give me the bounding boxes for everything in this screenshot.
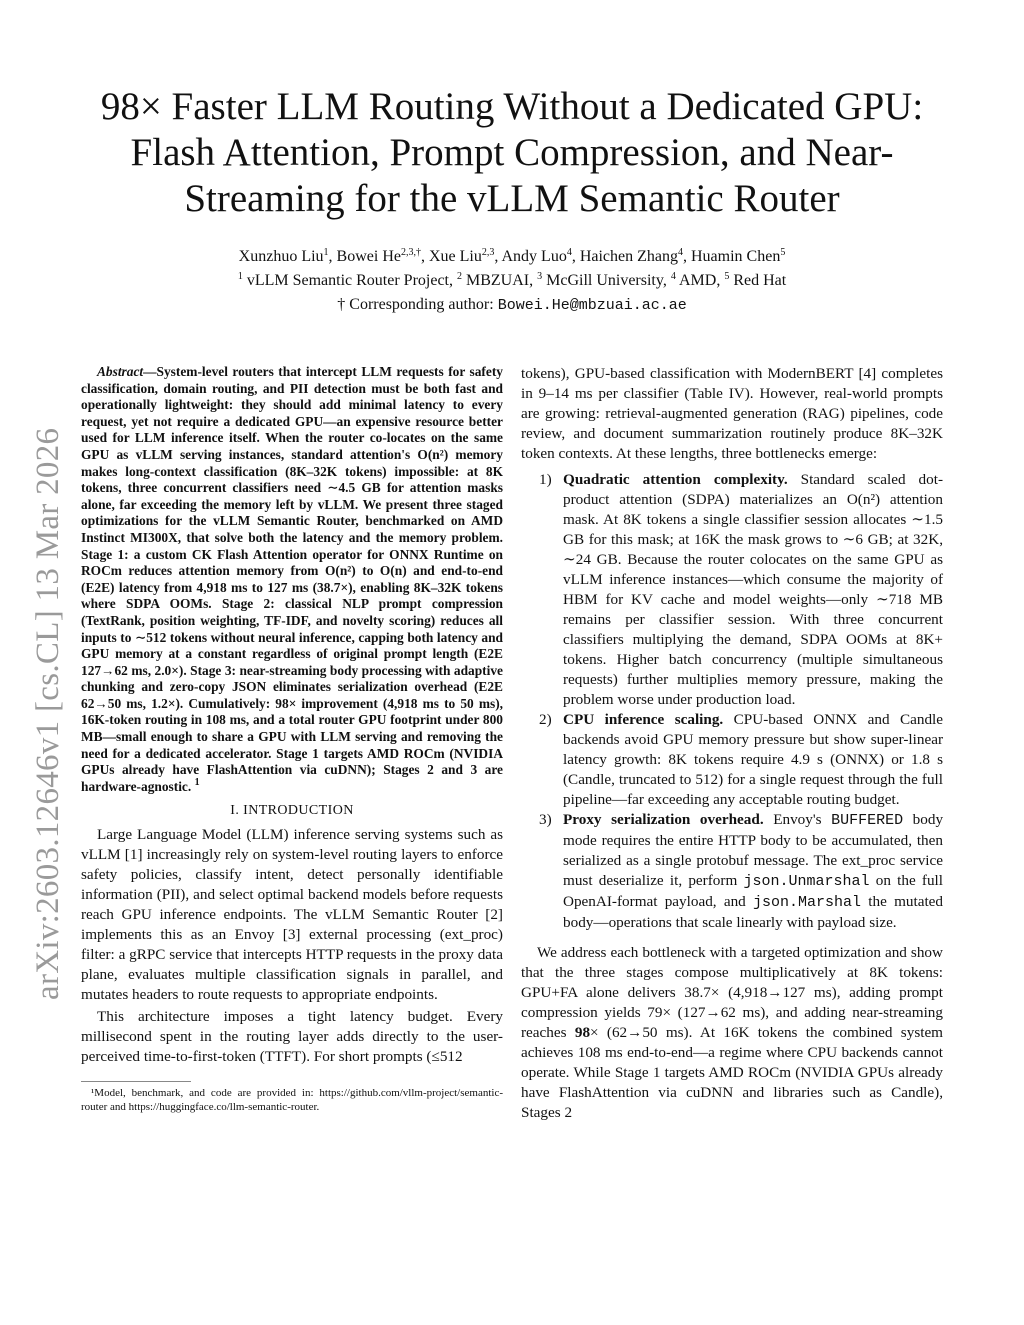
list-number: 3) — [539, 811, 552, 828]
list-item — [521, 710, 943, 810]
footnote-divider — [81, 1081, 191, 1082]
headline-speedup: 98 — [574, 1024, 591, 1041]
list-item-heading: Proxy serialization overhead. — [563, 811, 764, 828]
author: Xunzhuo Liu — [238, 248, 324, 265]
code-json-unmarshal: json.Unmarshal — [743, 873, 870, 890]
list-item-text: CPU-based ONNX and Candle backends avoid GPU memory pressure but show super-linear latency growth: 8K tokens require 4.9 s (ONNX) or 1.8 s (Candle, truncated to 512) for a single request through the full pipeline—far exceeding any acceptable routing budget. — [563, 711, 943, 808]
arxiv-identifier: arXiv:2603.12646v1 [cs.CL] 13 Mar 2026 — [30, 427, 66, 1000]
affiliation: vLLM Semantic Router Project — [246, 272, 449, 289]
right-column — [521, 364, 943, 1125]
author-list: Xunzhuo Liu$^1$, Bowei $He^{2,3,\dagger}$, Xue Liu$^{2,3}$, Andy Luo$^4$, Haichen Zhang$^4$, Huamin Chen$^5$ — [238, 247, 786, 265]
code-json-marshal: json.Marshal — [753, 894, 862, 911]
list-item-heading: Quadratic attention complexity. — [563, 471, 788, 488]
list-number: 2) — [539, 711, 552, 728]
list-item-text: Standard scaled dot-product attention (SDPA) materializes an O(n²) attention mask. At 8K tokens a single classifier session allocates ∼1.5 GB for this mask; at 16K the mask grows to ∼6 GB; at 32K, ∼24 GB. Because the router colocates on the same GPU as vLLM inference instances—which consume the majority of HBM for KV cache and model weights—only ∼718 MB remains per classifier session. With three concurrent classifiers multiplying the demand, SDPA OOMs at 8K+ tokens. Higher batch concurrency (multiple simultaneous requests) further multiplies memory pressure, making the problem worse under production load. — [563, 471, 944, 708]
list-item-heading: CPU inference scaling. — [563, 711, 724, 728]
abstract — [81, 364, 503, 795]
corresponding-email-link[interactable]: Bowei.He@mbzuai.ac.ae — [497, 297, 687, 314]
list-item — [521, 470, 943, 710]
abstract-label: Abstract — [97, 364, 144, 379]
author: Xue Liu — [428, 248, 482, 265]
list-number: 1) — [539, 471, 552, 488]
intro-continuation: tokens), GPU-based classification with ModernBERT [4] completes in 9–14 ms per classifier (Table IV). However, real-world prompts are growing: retrieval-augmented generation (RAG) pipelines, code review, and document summarization routinely produce 8K–32K token contexts. At these lengths, three bottlenecks emerge: — [521, 365, 943, 462]
author: Bowei He — [336, 248, 401, 265]
corresponding-author: † Corresponding author: Bowei.He@mbzuai.ac.ae — [337, 296, 687, 314]
abstract-text: —System-level routers that intercept LLM requests for safety classification, domain routing, and PII detection must be both fast and operationally lightweight: they should add minimal latency to every request, yet not require a dedicated GPU—an expensive resource better used for LLM inference itself. When the router co-locates on the same GPU as vLLM serving instances, standard attention's O(n²) memory makes long-context classification (8K–32K tokens) impossible: at 8K tokens, three concurrent classifiers need ∼4.5 GB for attention masks alone, far exceeding the memory left by vLLM. We present three staged optimizations for the vLLM Semantic Router, benchmarked on AMD Instinct MI300X, that solve both the latency and the memory problem. Stage 1: a custom CK Flash Attention operator for ONNX Runtime on ROCm reduces attention memory from O(n²) to O(n) and end-to-end (E2E) latency from 4,918 ms to 127 ms (38.7×), enabling 8K–32K tokens where SDPA OOMs. Stage 2: classical NLP prompt compression (TextRank, position weighting, TF-IDF, and novelty scoring) reduces all inputs to ∼512 tokens without neural inference, capping both latency and GPU memory at a constant regardless of original prompt length (E2E 127→62 ms, 2.0×). Stage 3: near-streaming body processing with adaptive chunking and zero-copy JSON eliminates serialization overhead (E2E 62→50 ms, 1.2×). Cumulatively: 98× improvement (4,918 ms to 50 ms), 16K-token routing in 108 ms, and a total router GPU footprint under 800 MB—small enough to share a GPU with LLM serving and removing the need for a dedicated accelerator. Stage 1 targets AMD ROCm (NVIDIA GPUs already have FlashAttention via cuDNN); Stages 2 and 3 are hardware-agnostic. — [81, 364, 503, 794]
section-heading-introduction: I. INTRODUCTION — [230, 803, 354, 819]
left-column — [81, 364, 503, 1114]
list-item: 3) Proxy serialization overhead. Envoy's BUFFERED body mode requires the entire HTTP body to be accumulated, then serialized as a single protobuf message. The ext_proc service must deserialize it, perform json.Unmarshal on the full OpenAI-format payload, and json.Marshal the mutated body—operations that scale linearly with payload size. — [539, 811, 944, 931]
footnote-mark[interactable]: 1 — [194, 776, 200, 788]
bottleneck-list — [521, 470, 943, 933]
intro-paragraph: Large Language Model (LLM) inference serving systems such as vLLM [1] increasingly rely on system-level routing layers to enforce safety policies, classify intent, detect personally identifiable information (PII), and select optimal backend models before requests reach GPU inference endpoints. The vLLM Semantic Router [2] implements this as an Envoy [3] external processing (ext_proc) filter: a gRPC service that intercepts HTTP requests in the proxy data plane, evaluates multiple classification signals in parallel, and mutates headers to route requests to appropriate endpoints. — [81, 826, 503, 1004]
paper-title: 98× Faster LLM Routing Without a Dedicated GPU: Flash Attention, Prompt Compression, and Near-Streaming for the vLLM Semantic Router — [100, 85, 924, 220]
intro-paragraph: This architecture imposes a tight latency budget. Every millisecond spent in the routing layer adds directly to the user-perceived time-to-first-token (TTFT). For short prompts (≤512 — [81, 1008, 503, 1066]
author: Haichen Zhang — [579, 248, 678, 265]
affiliation: McGill University — [546, 272, 663, 289]
footnote: ¹Model, benchmark, and code are provided in: https://github.com/vllm-project/semantic-router and https://huggingface.co/llm-semantic-router. — [81, 1087, 503, 1114]
affiliation: AMD — [678, 272, 717, 289]
affiliation: Red Hat — [733, 272, 787, 289]
code-buffered: BUFFERED — [831, 812, 904, 829]
summary-paragraph: We address each bottleneck with a targeted optimization and show that the three stages compose multiplicatively at 8K tokens: GPU+FA alone delivers 38.7× (4,918→127 ms), adding prompt compression yields 79× (127→62 ms), and adding near-streaming reaches 98× (62→50 ms). At 16K tokens the combined system achieves 108 ms end-to-end—a regime where CPU backends cannot operate. While Stage 1 targets AMD ROCm (NVIDIA GPUs already have FlashAttention via cuDNN and libraries such as Candle), Stages 2 — [521, 944, 944, 1121]
affiliation: MBZUAI — [466, 272, 530, 289]
author: Andy Luo — [501, 248, 567, 265]
affiliation-list: $^1$ vLLM Semantic Router Project, $^2$ MBZUAI, $^3$ McGill University, $^4$ AMD, $^5$ Red Hat — [237, 271, 787, 289]
author: Huamin Chen — [691, 248, 781, 265]
